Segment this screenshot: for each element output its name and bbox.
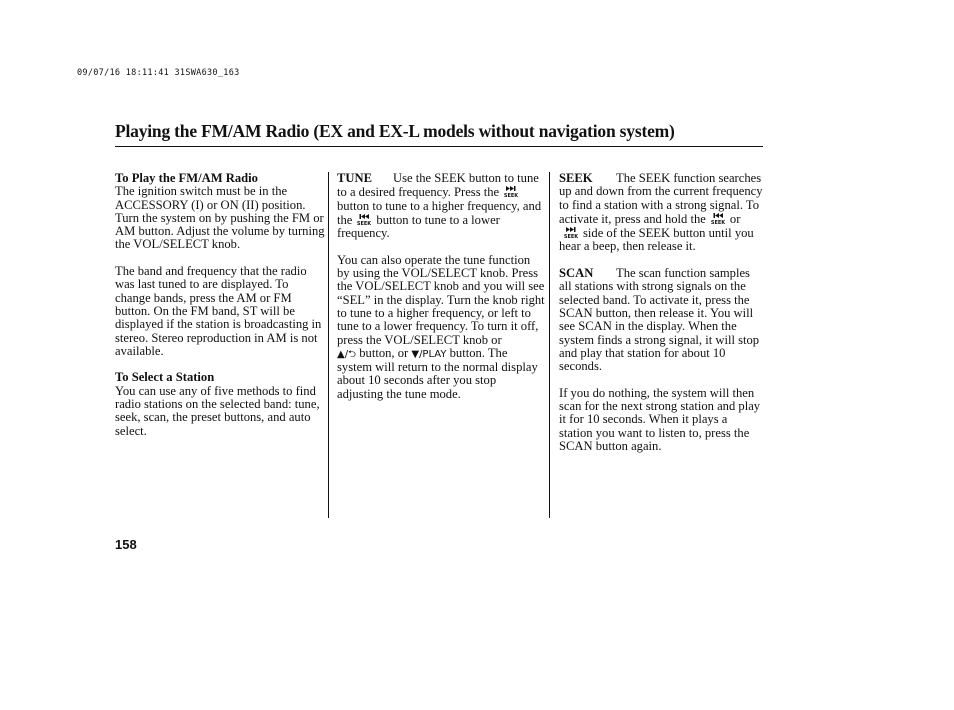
- paragraph-band: The band and frequency that the radio was last tuned to are displayed. To change bands, press the AM or FM button. On the FM band, ST will be displayed if the station is broadcasting in stereo. Stereo reproduction in AM is not available.: [115, 264, 322, 358]
- column-3: [559, 172, 763, 453]
- play-icon: ▼/PLAY: [411, 348, 447, 360]
- title-rule: [115, 146, 763, 147]
- svg-text:SEEK: SEEK: [357, 220, 372, 226]
- paragraph-scan: SCAN The scan function samples all stations with strong signals on the selected band. To activate it, press the SCAN button, then release it. You will see SCAN in the display. When the system finds a strong signal, it will stop and play that station for about 10 seconds.: [559, 266, 760, 374]
- svg-text:SEEK: SEEK: [504, 193, 519, 199]
- column-divider-2: [549, 172, 550, 518]
- paragraph-scan-continue: If you do nothing, the system will then scan for the next strong station and play it for 10 seconds. When it plays a station you want to listen to, press the SCAN button again.: [559, 385, 761, 453]
- term-seek: SEEK: [559, 171, 593, 185]
- heading-play-radio: To Play the FM/AM Radio: [115, 171, 258, 185]
- column-1: [115, 172, 325, 438]
- column-2: [337, 172, 545, 401]
- svg-text:SEEK: SEEK: [563, 234, 579, 240]
- page-title: Playing the FM/AM Radio (EX and EX-L models without navigation system): [115, 121, 675, 141]
- seek-up-icon: [562, 226, 580, 239]
- seek-down-icon: [709, 212, 727, 225]
- term-tune: TUNE: [337, 171, 372, 185]
- seek-down-icon: [355, 213, 373, 226]
- svg-text:SEEK: SEEK: [710, 219, 726, 225]
- paragraph-seek: SEEK The SEEK function searches up and down from the current frequency to find a station with a strong signal. To activate it, press and hold the SEEK or SEEK side of the SEEK button until you hear a beep, then release it.: [559, 171, 763, 254]
- seek-up-icon: [502, 185, 520, 198]
- print-timestamp: 09/07/16 18:11:41 31SWA630_163: [77, 68, 240, 78]
- paragraph-tune: TUNE Use the SEEK button to tune to a desired frequency. Press the SEEK button to tune to a higher frequency, and the SEEK button to tune to a lower frequency.: [337, 171, 542, 241]
- heading-select-station: To Select a Station: [115, 370, 215, 385]
- paragraph-methods: You can use any of five methods to find radio stations on the selected band: tune, seek, scan, the preset buttons, and auto select.: [115, 383, 320, 438]
- term-scan: SCAN: [559, 266, 594, 281]
- page-number: 158: [115, 537, 137, 552]
- column-divider-1: [328, 172, 329, 518]
- paragraph-ignition: The ignition switch must be in the ACCESSORY (I) or ON (II) position. Turn the system on by pushing the FM or AM button. Adjust the volume by turning the VOL/SELECT knob.: [115, 184, 325, 252]
- back-icon: ▲/⮌: [337, 348, 357, 360]
- paragraph-vol-select: You can also operate the tune function by using the VOL/SELECT knob. Press the VOL/SELECT knob and you will see “SEL” in the display. Turn the knob right to tune to a higher frequency, or left to tune to a lower frequency. To turn it off, press the VOL/SELECT knob or ▲/⮌ button, or ▼/PLAY button. The system will return to the normal display about 10 seconds after you stop adjusting the tune mode.: [337, 252, 545, 401]
